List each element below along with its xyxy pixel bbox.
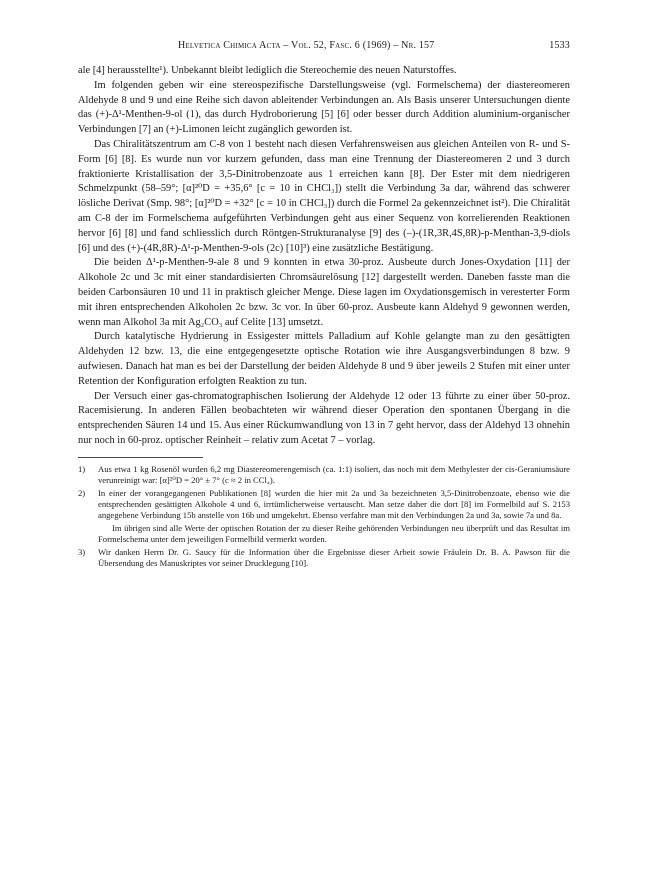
journal-page — [78, 40, 570, 570]
article-body — [78, 64, 570, 449]
footnote — [78, 547, 570, 570]
footnote-marker: 1) — [78, 463, 86, 474]
footnote-text: In einer der vorangegangenen Publikationen [8] wurden die hier mit 2a und 3a bezeichneten 3,5-Dinitrobenzoate, ebenso wie die entsprechenden gesättigten Alkohole 4 und 6, irrtümlicherweise vertauscht. Man setze daher die dort [8] im Formelbild auf S. 2153 angegebene Verbindung 15b anstelle von 16b und umgekehrt. Ebenso verfahre man mit den Verbindungen 2a und 3a, sowie 7a und 8a. — [98, 487, 570, 521]
paragraph: Im folgenden geben wir eine stereospezifische Darstellungsweise (vgl. Formelschema) der diastereomeren Aldehyde 8 und 9 und eine Reihe sich davon ableitender Verbindungen an. Als Basis unserer Untersuchungen diente das (+)-Δ¹-Menthen-9-ol (1), das durch Hydroborierung [5] [6] oder besser durch Addition aluminium-organischer Verbindungen [7] an (+)-Limonen leicht zugänglich geworden ist. — [78, 79, 570, 136]
paragraph: ale [4] herausstellte¹). Unbekannt bleibt lediglich die Stereochemie des neuen Naturstoffes. — [78, 65, 457, 76]
paragraph: Die beiden Δ¹-p-Menthen-9-ale 8 und 9 konnten in etwa 30-proz. Ausbeute durch Jones-Oxydation [11] der Alkohole 2c und 3c mit einer standardisierten Chromsäurelösung [12] dargestellt werden. Daneben fasste man die beiden Carbonsäuren 10 und 11 in praktisch gleicher Menge. Diese lagen im Oxydationsgemisch in veresterter Form mit ihren entsprechenden Alkoholen 2c bzw. 3c vor. In über 60-proz. Ausbeute kann Aldehyd 9 gewonnen werden, wenn man Alkohol 3a mit Ag₂CO₃ auf Celite [13] umsetzt. — [78, 257, 570, 328]
footnote-text: Wir danken Herrn Dr. G. Saucy für die Information über die Ergebnisse dieser Arbeit sowie Fräulein Dr. B. A. Pawson für die Übersendung des Manuskriptes vor seiner Drucklegung [10]. — [98, 546, 570, 568]
running-header — [78, 40, 570, 56]
journal-citation: Helvetica Chimica Acta – Vol. 52, Fasc. 6 (1969) – Nr. 157 — [178, 40, 435, 51]
footnote-divider — [78, 457, 203, 458]
footnote — [78, 464, 570, 487]
footnotes — [78, 464, 570, 570]
paragraph: Durch katalytische Hydrierung in Essigester mittels Palladium auf Kohle gelangte man zu den gesättigten Aldehyden 12 bzw. 13, die eine entgegengesetzte optische Rotation wie ihre Ausgangsverbindungen 8 bzw. 9 aufwiesen. Danach hat man es bei der Darstellung der beiden Aldehyde 8 und 9 über jeweils 2 Stufen mit einer unter Retention der Konfiguration erfolgten Reaktion zu tun. — [78, 331, 570, 387]
paragraph: Der Versuch einer gas-chromatographischen Isolierung der Aldehyde 12 oder 13 führte zu einer über 50-proz. Racemisierung. In anderen Fällen beobachteten wir während dieser Operation den spontanen Übergang in die entsprechenden Säuren 14 und 15. Aus einer Rückumwandlung von 13 in 7 geht hervor, dass der Aldehyd 13 ohnehin nur noch in 60-proz. optischer Reinheit – relativ zum Acetat 7 – vorlag. — [78, 390, 570, 446]
paragraph: Das Chiralitätszentrum am C-8 von 1 besteht nach diesen Verfahrensweisen aus gleichen Anteilen von R- und S-Form [6] [8]. Es wurde nun vor kurzem gefunden, dass man eine Trennung der Diastereomeren 2 und 3 durch fraktionierte Kristallisation der 3,5-Dinitrobenzoate aus 1 erreichen kann [8]. Der Ester mit dem niedrigeren Schmelzpunkt (58–59°; [α]²⁰D = +35,6° [c = 10 in CHCl₃]) stellt die Verbindung 3a dar, während das schwerer lösliche Derivat (Smp. 98°; [α]²⁰D = +32° [c = 10 in CHCl₃]) durch die Formel 2a gekennzeichnet ist²). Die Chiralität am C-8 der im Formelschema aufgeführten Verbindungen geht aus einer Sequenz von korrelierenden Reaktionen hervor [6] [8] und fand schliesslich durch Röntgen-Strukturanalyse [9] des (–)-(1R,3R,4S,8R)-p-Menthan-3,9-diols [6] und des (+)-(4R,8R)-Δ¹-p-Menthen-9-ols (2c) [10]³) eine zusätzliche Bestätigung. — [78, 138, 570, 254]
footnote-marker: 2) — [78, 487, 86, 498]
footnote — [78, 488, 570, 522]
page-number: 1533 — [549, 40, 570, 51]
footnote-text: Aus etwa 1 kg Rosenöl wurden 6,2 mg Diastereomerengemisch (ca. 1:1) isoliert, das noch mit dem Methylester der cis-Geraniumsäure verunreinigt war: [α]²⁰D = 20° ± 7° (c ≈ 2 in CCl₄). — [98, 463, 570, 486]
footnote-marker: 3) — [78, 546, 86, 557]
footnote-continuation: Im übrigen sind alle Werte der optischen Rotation der zu dieser Reihe gehörenden Verbindungen neu überprüft und das Resultat im Formelschema unter dem jeweiligen Formelbild vermerkt worden. — [98, 522, 570, 545]
